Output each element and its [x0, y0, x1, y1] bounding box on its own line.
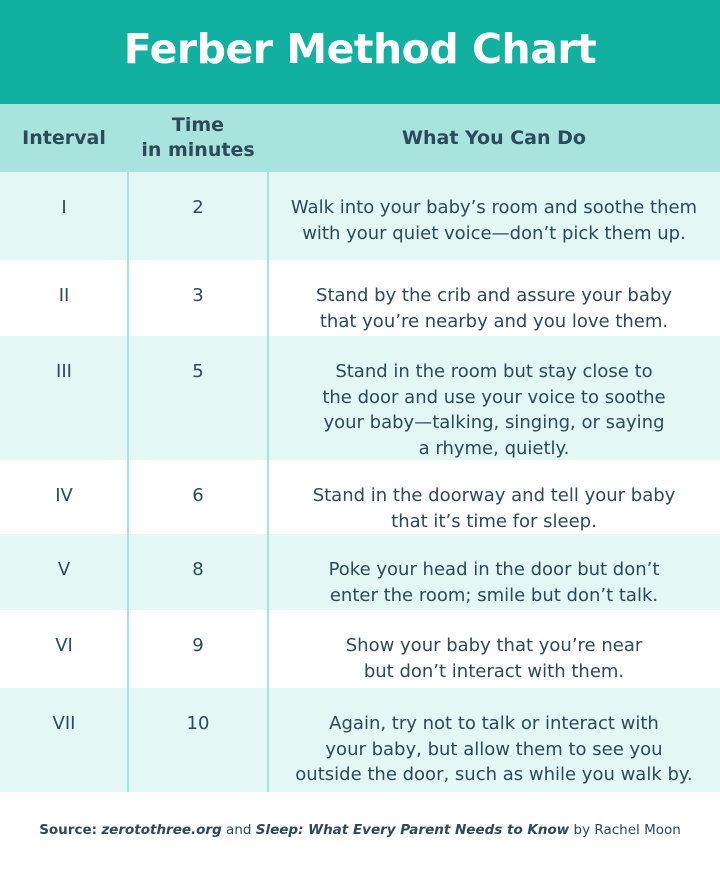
header-action: What You Can Do: [402, 126, 586, 149]
action-line: Stand by the crib and assure your baby: [316, 285, 672, 306]
table-row: [0, 336, 720, 460]
action-line: your baby—talking, singing, or saying: [323, 412, 665, 433]
table-row: [0, 172, 720, 260]
action-line: Poke your head in the door but don’t: [328, 559, 660, 580]
action-line: your baby, but allow them to see you: [325, 738, 663, 760]
action-line: outside the door, such as while you walk by.: [295, 764, 693, 785]
header-time-line1: Time: [171, 114, 225, 136]
action-line: Show your baby that you’re near: [345, 635, 643, 656]
column-divider-2: [267, 172, 269, 792]
action-line: but don’t interact with them.: [363, 660, 625, 682]
action-line: Stand in the doorway and tell your baby: [312, 485, 676, 506]
interval-cell: III: [56, 361, 72, 382]
action-cell: [268, 336, 720, 461]
table-row: [0, 688, 720, 792]
minutes-cell: 3: [192, 285, 204, 306]
table-row: [0, 610, 720, 688]
table-row: [0, 260, 720, 336]
action-line: Walk into your baby’s room and soothe them: [290, 197, 698, 218]
table-row: [0, 460, 720, 534]
action-line: that it’s time for sleep.: [391, 510, 597, 532]
minutes-cell: 5: [192, 361, 204, 382]
source-by: by Rachel Moon: [573, 822, 681, 838]
action-line: that you’re nearby and you love them.: [319, 310, 669, 332]
interval-cell: IV: [55, 485, 73, 506]
interval-cell: II: [58, 285, 70, 306]
source-site: zerotothree.org: [101, 822, 222, 838]
source-note: [0, 822, 720, 838]
interval-cell: VI: [55, 635, 73, 656]
interval-cell: I: [61, 197, 67, 218]
minutes-cell: 2: [192, 197, 204, 218]
source-book: Sleep: What Every Parent Needs to Know: [255, 822, 570, 838]
action-line: a rhyme, quietly.: [418, 437, 570, 459]
action-cell: [268, 534, 720, 608]
page-title: Ferber Method Chart: [123, 25, 597, 73]
title-bar: [0, 0, 720, 104]
column-divider-1: [127, 172, 129, 792]
interval-cell: V: [57, 559, 71, 580]
action-line: the door and use your voice to soothe: [322, 386, 666, 408]
minutes-cell: 6: [192, 485, 204, 506]
action-line: with your quiet voice—don’t pick them up.: [302, 222, 686, 244]
table-body: [0, 172, 720, 792]
interval-cell: VII: [52, 713, 76, 734]
source-label: Source:: [39, 822, 98, 838]
action-cell: [268, 460, 720, 534]
action-cell: [268, 172, 720, 246]
header-time: [128, 104, 268, 172]
table-header: [0, 104, 720, 172]
table-row: [0, 534, 720, 610]
minutes-cell: 9: [192, 635, 204, 656]
header-interval: Interval: [22, 126, 106, 149]
action-line: Stand in the room but stay close to: [335, 361, 653, 382]
action-line: Again, try not to talk or interact with: [329, 713, 659, 734]
source-and: and: [226, 822, 252, 838]
header-time-line2: in minutes: [141, 139, 255, 161]
minutes-cell: 10: [186, 713, 210, 734]
action-line: enter the room; smile but don’t talk.: [329, 584, 659, 606]
action-cell: [268, 688, 720, 788]
minutes-cell: 8: [192, 559, 204, 580]
action-cell: [268, 610, 720, 684]
action-cell: [268, 260, 720, 334]
